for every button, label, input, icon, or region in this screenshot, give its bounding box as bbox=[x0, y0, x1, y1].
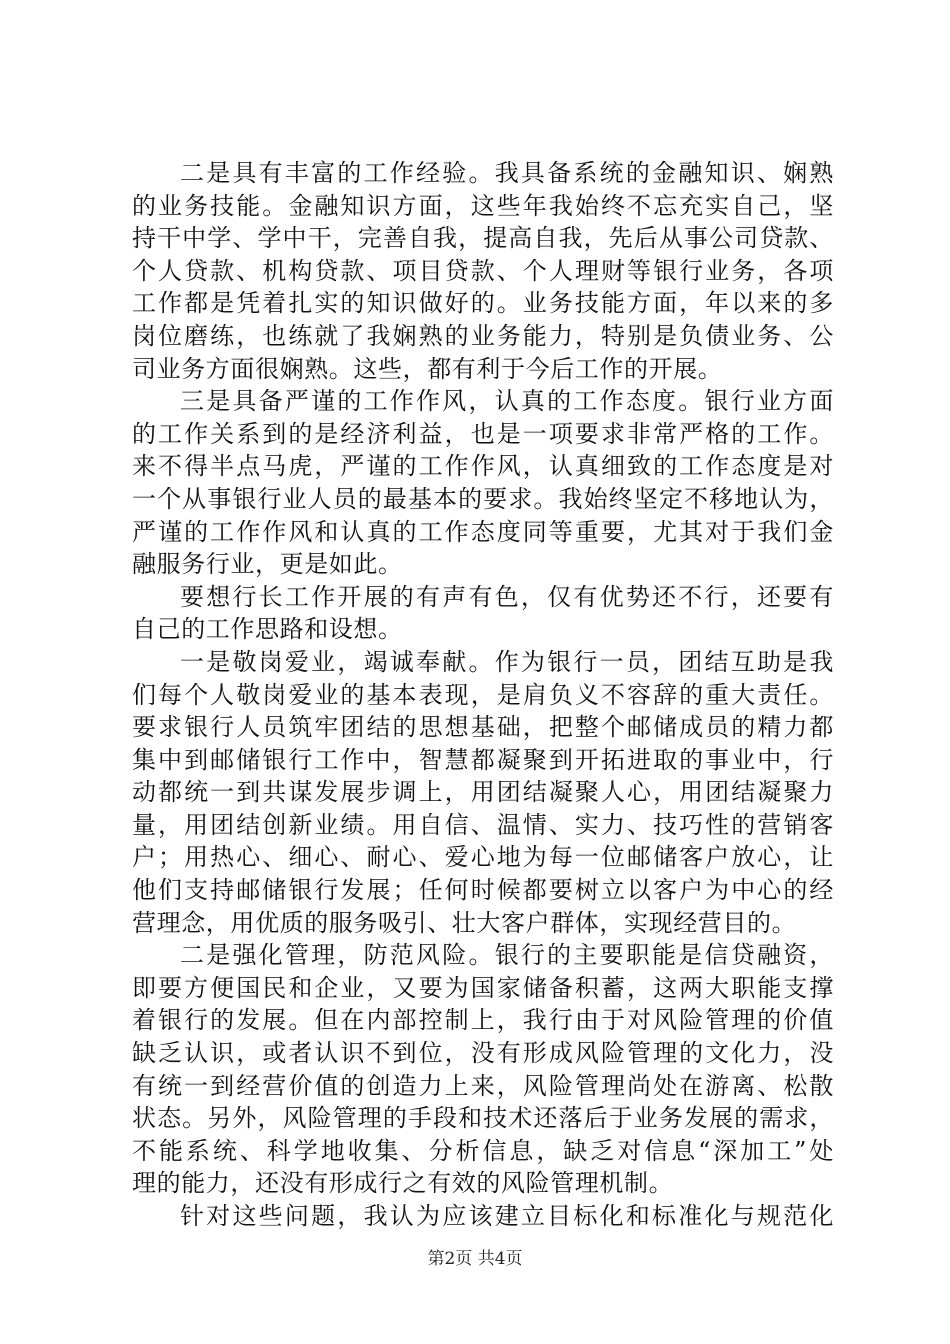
text-line: 一是敬岗爱业，竭诚奉献。作为银行一员，团结互助是我 bbox=[180, 647, 834, 676]
text-line: 严谨的工作作风和认真的工作态度同等重要，尤其对于我们金 bbox=[132, 517, 834, 546]
document-body bbox=[132, 157, 834, 1233]
text-line: 理的能力，还没有形成行之有效的风险管理机制。 bbox=[132, 1169, 674, 1198]
text-line: 状态。另外，风险管理的手段和技术还落后于业务发展的需求， bbox=[132, 1104, 834, 1133]
text-line: 二是强化管理，防范风险。银行的主要职能是信贷融资， bbox=[180, 941, 834, 970]
text-line: 要想行长工作开展的有声有色，仅有优势还不行，还要有 bbox=[180, 582, 834, 611]
text-line: 三是具备严谨的工作作风，认真的工作态度。银行业方面 bbox=[180, 387, 834, 416]
text-line: 们每个人敬岗爱业的基本表现，是肩负义不容辞的重大责任。 bbox=[132, 680, 834, 709]
text-line: 的工作关系到的是经济利益，也是一项要求非常严格的工作。 bbox=[132, 419, 834, 448]
text-line: 量，用团结创新业绩。用自信、温情、实力、技巧性的营销客 bbox=[132, 810, 834, 839]
text-line: 融服务行业，更是如此。 bbox=[132, 550, 403, 579]
text-line: 有统一到经营价值的创造力上来，风险管理尚处在游离、松散 bbox=[132, 1071, 834, 1100]
text-line: 要求银行人员筑牢团结的思想基础，把整个邮储成员的精力都 bbox=[132, 713, 834, 742]
text-line: 一个从事银行业人员的最基本的要求。我始终坚定不移地认为， bbox=[132, 484, 834, 513]
text-line: 自己的工作思路和设想。 bbox=[132, 615, 403, 644]
text-line: 的业务技能。金融知识方面，这些年我始终不忘充实自己，坚 bbox=[132, 191, 834, 220]
text-line: 司业务方面很娴熟。这些，都有利于今后工作的开展。 bbox=[132, 354, 723, 383]
text-line: 针对这些问题，我认为应该建立目标化和标准化与规范化 bbox=[180, 1202, 834, 1230]
text-line: 个人贷款、机构贷款、项目贷款、个人理财等银行业务，各项 bbox=[132, 256, 834, 285]
text-line: 不能系统、科学地收集、分析信息，缺乏对信息“深加工”处 bbox=[132, 1136, 834, 1165]
page-footer: 第2页 共4页 bbox=[427, 1249, 523, 1269]
text-line: 动都统一到共谋发展步调上，用团结凝聚人心，用团结凝聚力 bbox=[132, 778, 834, 807]
text-line: 来不得半点马虎，严谨的工作作风，认真细致的工作态度是对 bbox=[132, 452, 834, 481]
text-line: 营理念，用优质的服务吸引、壮大客户群体，实现经营目的。 bbox=[132, 908, 797, 937]
text-line: 户；用热心、细心、耐心、爱心地为每一位邮储客户放心，让 bbox=[132, 843, 834, 872]
text-line: 持干中学、学中干，完善自我，提高自我，先后从事公司贷款、 bbox=[132, 224, 834, 253]
text-line: 集中到邮储银行工作中，智慧都凝聚到开拓进取的事业中，行 bbox=[132, 745, 834, 774]
text-line: 即要方便国民和企业，又要为国家储备积蓄，这两大职能支撑 bbox=[132, 973, 834, 1002]
text-line: 岗位磨练，也练就了我娴熟的业务能力，特别是负债业务、公 bbox=[132, 321, 834, 350]
text-line: 缺乏认识，或者认识不到位，没有形成风险管理的文化力，没 bbox=[132, 1039, 834, 1068]
text-line: 二是具有丰富的工作经验。我具备系统的金融知识、娴熟 bbox=[180, 159, 834, 187]
text-line: 着银行的发展。但在内部控制上，我行由于对风险管理的价值 bbox=[132, 1006, 834, 1035]
text-line: 工作都是凭着扎实的知识做好的。业务技能方面，年以来的多 bbox=[132, 289, 834, 318]
text-line: 他们支持邮储银行发展；任何时候都要树立以客户为中心的经 bbox=[132, 876, 834, 905]
